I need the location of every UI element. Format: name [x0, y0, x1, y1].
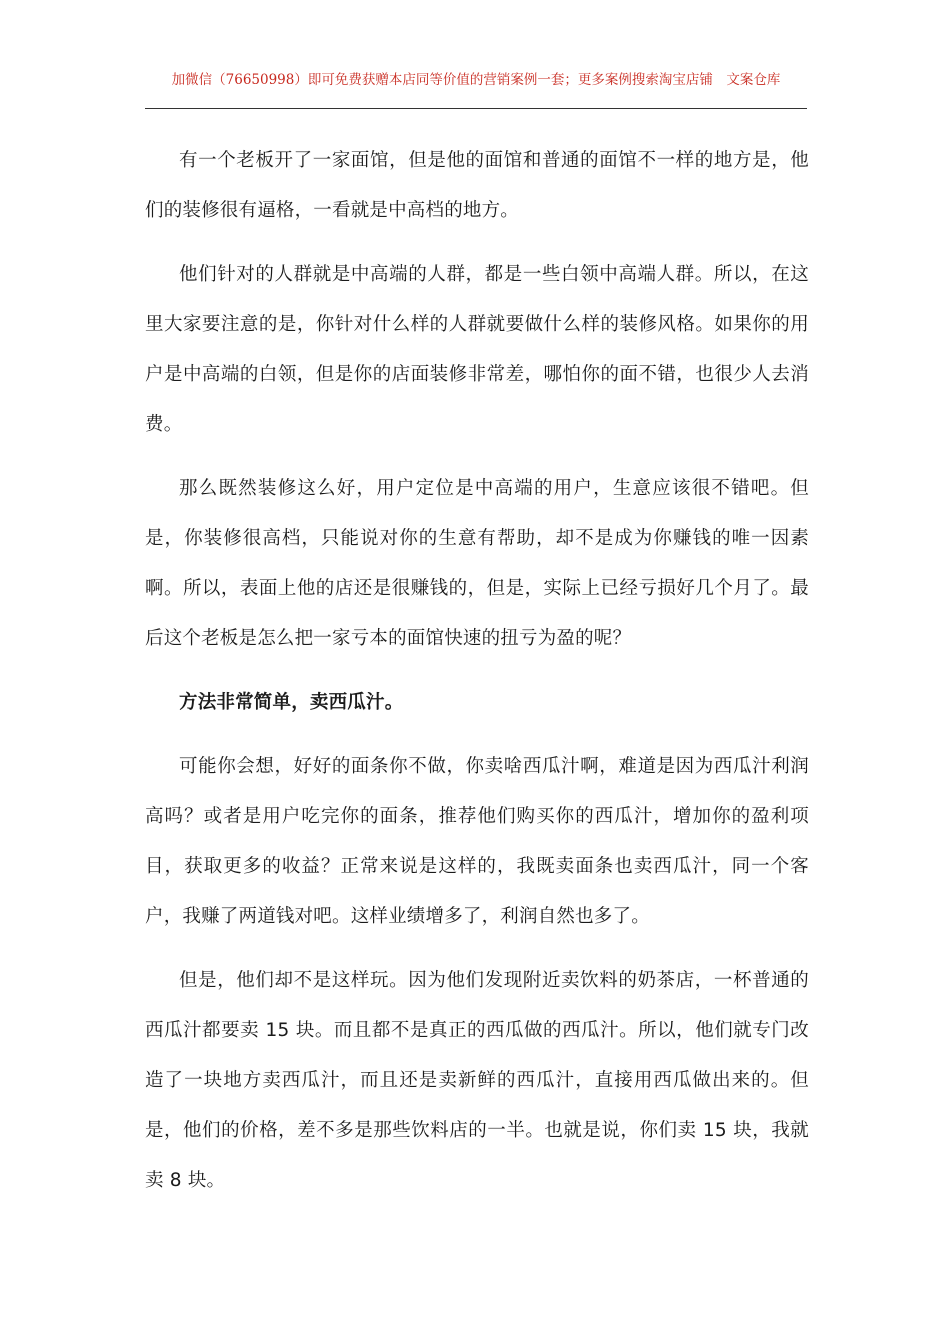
paragraph-3: 那么既然装修这么好，用户定位是中高端的用户，生意应该很不错吧。但是，你装修很高档，只能说对你的生意有帮助，却不是成为你赚钱的唯一因素啊。所以，表面上他的店还是很赚钱的，但是，实际上已经亏损好几个月了。最后这个老板是怎么把一家亏本的面馆快速的扭亏为盈的呢？ — [145, 478, 809, 649]
paragraph-6: 但是，他们却不是这样玩。因为他们发现附近卖饮料的奶茶店，一杯普通的西瓜汁都要卖 15 块。而且都不是真正的西瓜做的西瓜汁。所以，他们就专门改造了一块地方卖西瓜汁，而且还是卖新鲜的西瓜汁，直接用西瓜做出来的。但是，他们的价格，差不多是那些饮料店的一半。也就是说，你们卖 15 块，我就卖 8 块。 — [145, 970, 809, 1191]
paragraph-2: 他们针对的人群就是中高端的人群，都是一些白领中高端人群。所以，在这里大家要注意的是，你针对什么样的人群就要做什么样的装修风格。如果你的用户是中高端的白领，但是你的店面装修非常差，哪怕你的面不错，也很少人去消费。 — [145, 264, 809, 435]
paragraph-4-heading: 方法非常简单，卖西瓜汁。 — [179, 692, 404, 713]
header-divider — [145, 108, 807, 109]
paragraph-1: 有一个老板开了一家面馆，但是他的面馆和普通的面馆不一样的地方是，他们的装修很有逼格，一看就是中高档的地方。 — [145, 150, 809, 221]
paragraph-5: 可能你会想，好好的面条你不做，你卖啥西瓜汁啊，难道是因为西瓜汁利润高吗？或者是用户吃完你的面条，推荐他们购买你的西瓜汁，增加你的盈利项目，获取更多的收益？正常来说是这样的，我既卖面条也卖西瓜汁，同一个客户，我赚了两道钱对吧。这样业绩增多了，利润自然也多了。 — [145, 756, 809, 927]
header-promo-text: 加微信（76650998）即可免费获赠本店同等价值的营销案例一套；更多案例搜索淘宝店铺 文案仓库 — [171, 72, 781, 88]
document-body — [145, 136, 809, 1220]
